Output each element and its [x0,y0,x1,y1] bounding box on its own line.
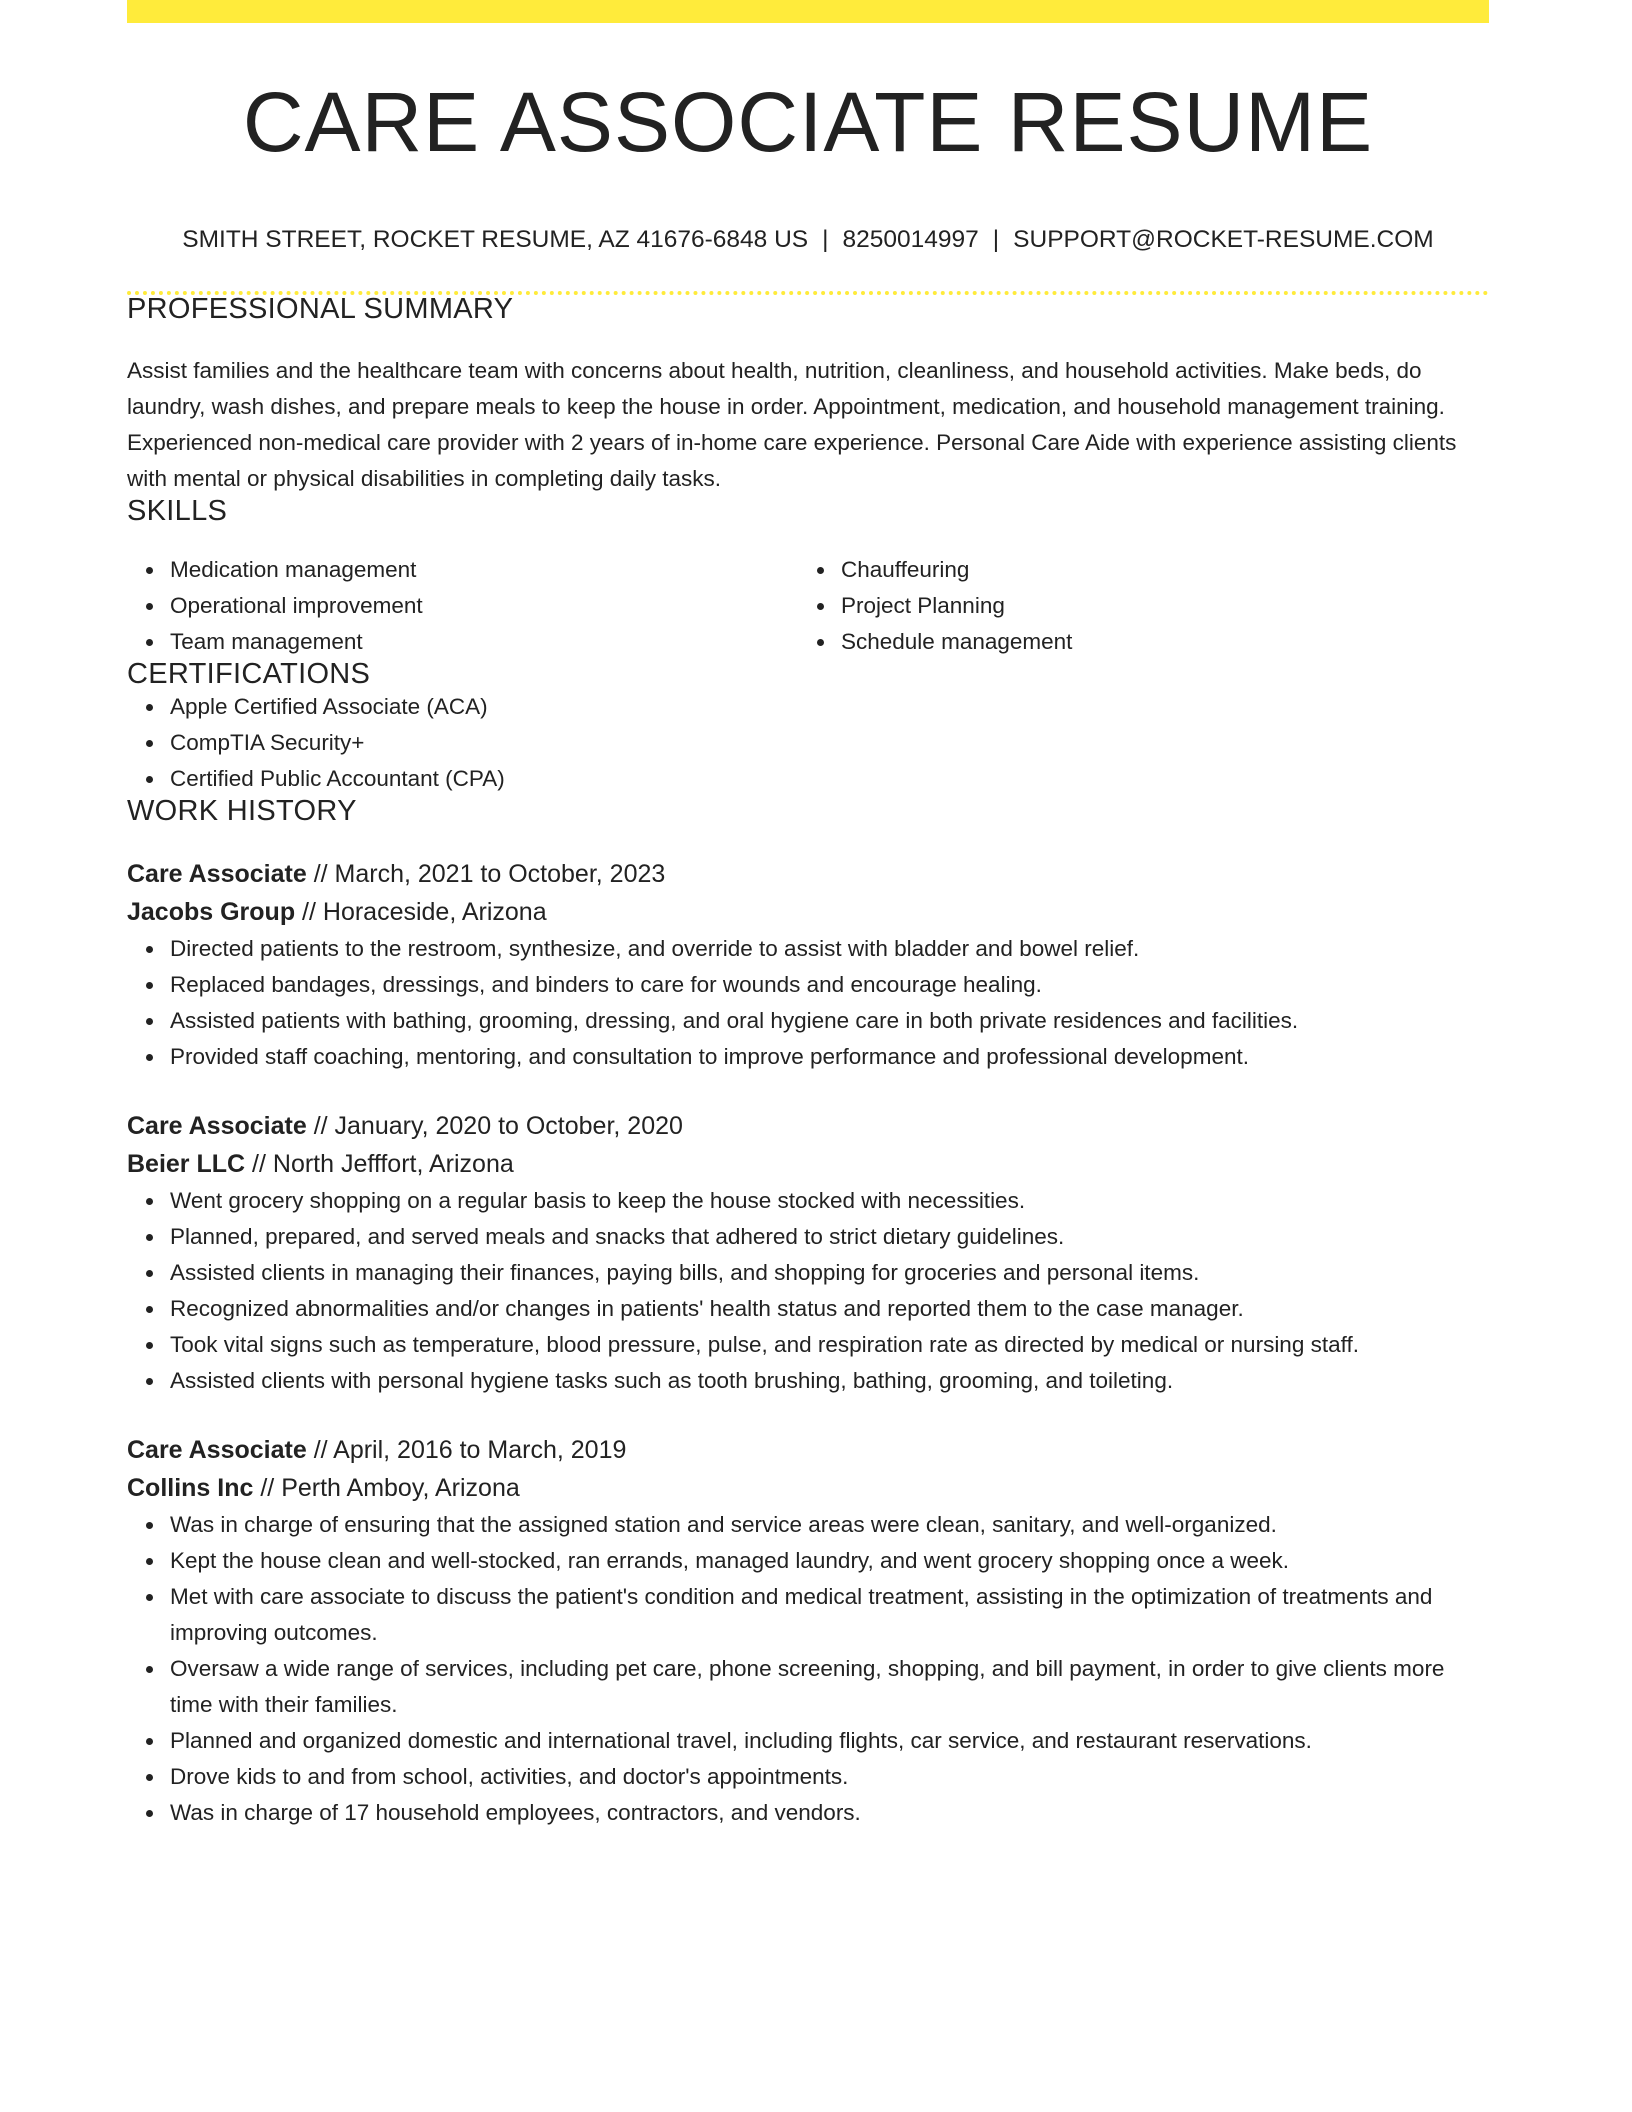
job-header [127,1431,1489,1507]
job-dates: // March, 2021 to October, 2023 [313,859,666,888]
skills-grid [127,552,1489,660]
job-bullet: Was in charge of ensuring that the assigned station and service areas were clean, sanitary, and well-organized. [170,1507,1489,1543]
contact-address: SMITH STREET, ROCKET RESUME, AZ 41676-6848 US [182,226,809,253]
certification-item: Apple Certified Associate (ACA) [170,689,1489,725]
accent-top-bar [127,0,1489,23]
certification-item: Certified Public Accountant (CPA) [170,761,1489,797]
job-header [127,855,1489,931]
skill-item: Operational improvement [170,588,798,624]
contact-phone: 8250014997 [842,226,979,253]
job-bullet: Was in charge of 17 household employees, contractors, and vendors. [170,1795,1489,1831]
contact-line [127,228,1489,253]
job-header [127,1107,1489,1183]
job-bullet: Directed patients to the restroom, synthesize, and override to assist with bladder and bowel relief. [170,931,1489,967]
professional-summary-section [127,292,1489,497]
job-bullet: Planned, prepared, and served meals and snacks that adhered to strict dietary guidelines. [170,1219,1489,1255]
job-entry [127,1431,1489,1831]
job-bullets [127,1507,1489,1831]
contact-email: SUPPORT@ROCKET-RESUME.COM [1013,226,1434,253]
job-company-line [127,893,1489,931]
skills-list-left [127,552,798,660]
job-company: Jacobs Group [127,897,296,926]
job-entry [127,855,1489,1075]
contact-separator: | [822,226,829,253]
work-history-section [127,794,1489,1831]
skill-item: Chauffeuring [841,552,1469,588]
job-title-line [127,1431,1489,1469]
resume-page [127,23,1489,1831]
job-bullet: Replaced bandages, dressings, and binders to care for wounds and encourage healing. [170,967,1489,1003]
skill-item: Medication management [170,552,798,588]
job-bullet: Took vital signs such as temperature, blood pressure, pulse, and respiration rate as directed by medical or nursing staff. [170,1327,1489,1363]
job-bullets [127,931,1489,1075]
job-entry [127,1107,1489,1399]
job-bullet: Drove kids to and from school, activities, and doctor's appointments. [170,1759,1489,1795]
job-title-line [127,1107,1489,1145]
job-bullet: Provided staff coaching, mentoring, and consultation to improve performance and professional development. [170,1039,1489,1075]
job-company: Beier LLC [127,1149,246,1178]
section-heading-certifications: CERTIFICATIONS [127,657,371,690]
job-company: Collins Inc [127,1473,254,1502]
job-dates: // April, 2016 to March, 2019 [313,1435,627,1464]
job-bullet: Planned and organized domestic and international travel, including flights, car service, and restaurant reservations. [170,1723,1489,1759]
job-bullet: Assisted patients with bathing, grooming, dressing, and oral hygiene care in both private residences and facilities. [170,1003,1489,1039]
skills-column-right [798,552,1469,660]
job-bullet: Recognized abnormalities and/or changes in patients' health status and reported them to the case manager. [170,1291,1489,1327]
job-bullet: Met with care associate to discuss the patient's condition and medical treatment, assisting in the optimization of treatments and improving outcomes. [170,1579,1489,1651]
job-bullet: Assisted clients in managing their finances, paying bills, and shopping for groceries and personal items. [170,1255,1489,1291]
skill-item: Schedule management [841,624,1469,660]
section-heading-summary: PROFESSIONAL SUMMARY [127,292,514,325]
skills-section [127,494,1489,660]
skill-item: Project Planning [841,588,1469,624]
job-bullets [127,1183,1489,1399]
job-company-line [127,1145,1489,1183]
contact-separator: | [992,226,1000,253]
section-heading-skills: SKILLS [127,494,228,527]
skills-column-left [127,552,798,660]
job-title: Care Associate [127,1111,307,1140]
job-location: // Horaceside, Arizona [302,897,547,926]
job-company-line [127,1469,1489,1507]
section-heading-work-history: WORK HISTORY [127,794,357,827]
summary-text: Assist families and the healthcare team with concerns about health, nutrition, cleanliness, and household activities. Make beds, do laundry, wash dishes, and prepare meals to keep the house in order. Appointment, medication, and household management training. Experienced non-medical care provider with 2 years of in-home care experience. Personal Care Aide with experience assisting clients with mental or physical disabilities in completing daily tasks. [127,357,1457,491]
skill-item: Team management [170,624,798,660]
job-bullet: Assisted clients with personal hygiene tasks such as tooth brushing, bathing, grooming, and toileting. [170,1363,1489,1399]
job-title-line [127,855,1489,893]
job-location: // Perth Amboy, Arizona [260,1473,520,1502]
certifications-section [127,657,1489,797]
job-title: Care Associate [127,859,307,888]
job-location: // North Jefffort, Arizona [252,1149,514,1178]
job-bullet: Kept the house clean and well-stocked, ran errands, managed laundry, and went grocery shopping once a week. [170,1543,1489,1579]
certification-item: CompTIA Security+ [170,725,1489,761]
job-bullet: Went grocery shopping on a regular basis to keep the house stocked with necessities. [170,1183,1489,1219]
skills-list-right [798,552,1469,660]
job-dates: // January, 2020 to October, 2020 [313,1111,683,1140]
resume-title: CARE ASSOCIATE RESUME [242,75,1374,169]
certifications-list [127,689,1489,797]
job-title: Care Associate [127,1435,307,1464]
job-bullet: Oversaw a wide range of services, including pet care, phone screening, shopping, and bill payment, in order to give clients more time with their families. [170,1651,1489,1723]
